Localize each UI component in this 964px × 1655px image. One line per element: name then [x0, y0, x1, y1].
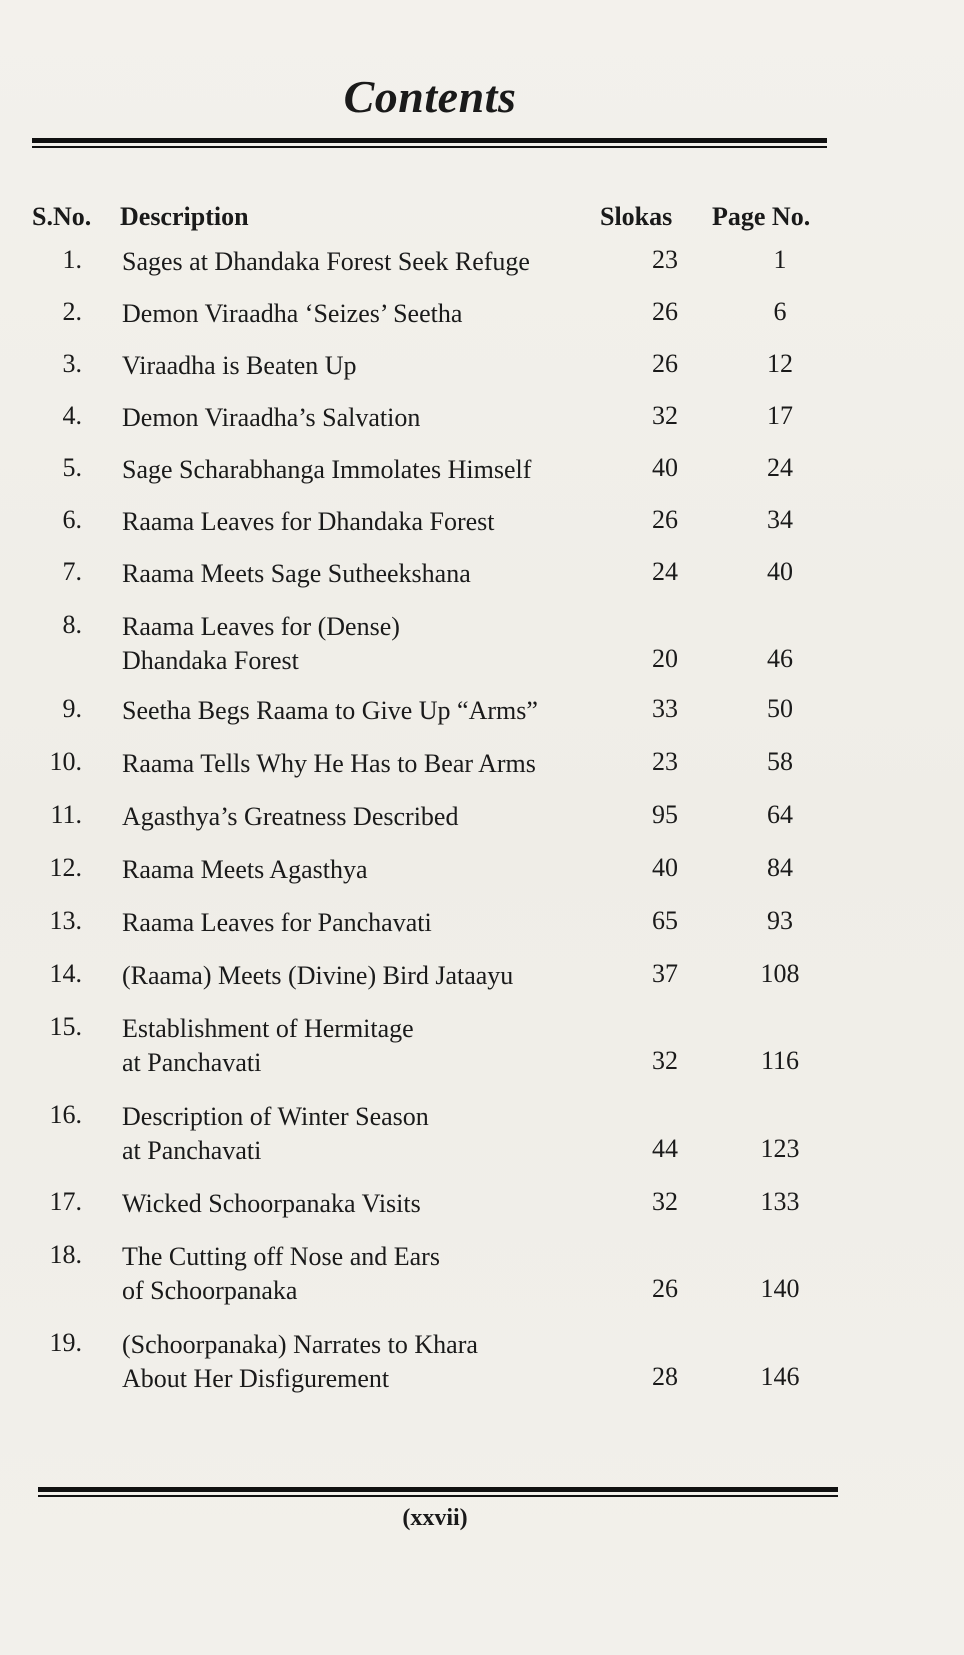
- row-sno: 6.: [62, 505, 82, 534]
- row-description: Raama Meets Sage Sutheekshana: [122, 559, 471, 588]
- row-slokas: 44: [652, 1134, 678, 1163]
- header-slokas: Slokas: [600, 202, 673, 231]
- row-slokas: 28: [652, 1362, 678, 1391]
- row-description-line2: Dhandaka Forest: [122, 646, 299, 675]
- row-description: [122, 1240, 602, 1308]
- row-description-line1: The Cutting off Nose and Ears: [122, 1242, 440, 1271]
- row-description: Seetha Begs Raama to Give Up “Arms”: [122, 696, 538, 725]
- row-page-no: 140: [760, 1274, 800, 1303]
- row-slokas: 23: [652, 747, 678, 776]
- row-description: Viraadha is Beaten Up: [122, 351, 357, 380]
- row-description-line1: (Schoorpanaka) Narrates to Khara: [122, 1330, 478, 1359]
- row-page-no: 146: [760, 1362, 800, 1391]
- row-description: Sage Scharabhanga Immolates Himself: [122, 455, 532, 484]
- row-page-no: 24: [767, 453, 793, 482]
- row-description-line2: About Her Disfigurement: [122, 1364, 390, 1393]
- row-slokas: 26: [652, 505, 678, 534]
- row-slokas: 32: [652, 1046, 678, 1075]
- row-description: [122, 1100, 602, 1168]
- row-page-no: 133: [760, 1187, 800, 1216]
- row-slokas: 26: [652, 1274, 678, 1303]
- row-description: Demon Viraadha ‘Seizes’ Seetha: [122, 299, 463, 328]
- row-description-line2: at Panchavati: [122, 1136, 262, 1165]
- row-description-line1: Description of Winter Season: [122, 1102, 429, 1131]
- row-description: Demon Viraadha’s Salvation: [122, 403, 421, 432]
- page-number-footer: (xxvii): [402, 1505, 468, 1531]
- row-slokas: 65: [652, 906, 678, 935]
- row-description-line1: Raama Leaves for (Dense): [122, 612, 400, 641]
- row-page-no: 40: [767, 557, 793, 586]
- row-page-no: 116: [760, 1046, 800, 1075]
- row-description: [122, 1328, 602, 1396]
- row-slokas: 26: [652, 349, 678, 378]
- row-page-no: 123: [760, 1134, 800, 1163]
- row-description: [122, 610, 602, 678]
- row-slokas: 26: [652, 297, 678, 326]
- row-sno: 7.: [62, 557, 82, 586]
- row-sno: 19.: [49, 1328, 82, 1357]
- row-slokas: 32: [652, 1187, 678, 1216]
- row-description: Raama Tells Why He Has to Bear Arms: [122, 749, 536, 778]
- row-page-no: 6: [773, 297, 787, 326]
- row-slokas: 20: [652, 644, 678, 673]
- row-page-no: 12: [767, 349, 793, 378]
- row-sno: 9.: [62, 694, 82, 723]
- row-sno: 11.: [50, 800, 82, 829]
- row-description: Raama Leaves for Panchavati: [122, 908, 432, 937]
- row-sno: 12.: [49, 853, 82, 882]
- row-page-no: 17: [767, 401, 793, 430]
- row-sno: 18.: [49, 1240, 82, 1269]
- row-sno: 3.: [62, 349, 82, 378]
- row-description: [122, 1012, 602, 1080]
- row-slokas: 40: [652, 853, 678, 882]
- header-sno: S.No.: [32, 202, 92, 231]
- row-slokas: 95: [652, 800, 678, 829]
- row-page-no: 58: [767, 747, 793, 776]
- row-slokas: 24: [652, 557, 678, 586]
- row-slokas: 32: [652, 401, 678, 430]
- row-sno: 10.: [49, 747, 82, 776]
- top-double-rule: [32, 138, 827, 148]
- row-sno: 8.: [62, 610, 82, 639]
- bottom-double-rule: [38, 1487, 838, 1497]
- row-sno: 2.: [62, 297, 82, 326]
- row-slokas: 40: [652, 453, 678, 482]
- row-page-no: 64: [767, 800, 793, 829]
- rule-thick-line: [38, 1487, 838, 1492]
- row-sno: 17.: [49, 1187, 82, 1216]
- row-slokas: 33: [652, 694, 678, 723]
- row-page-no: 50: [767, 694, 793, 723]
- table-header: [0, 202, 964, 238]
- row-description: (Raama) Meets (Divine) Bird Jataayu: [122, 961, 514, 990]
- row-page-no: 46: [767, 644, 793, 673]
- row-description: Agasthya’s Greatness Described: [122, 802, 459, 831]
- row-sno: 5.: [62, 453, 82, 482]
- row-description: Raama Meets Agasthya: [122, 855, 368, 884]
- header-description: Description: [120, 202, 249, 231]
- row-sno: 15.: [49, 1012, 82, 1041]
- row-description: Wicked Schoorpanaka Visits: [122, 1189, 421, 1218]
- row-description-line1: Establishment of Hermitage: [122, 1014, 414, 1043]
- row-description: Sages at Dhandaka Forest Seek Refuge: [122, 247, 530, 276]
- rule-thick-line: [32, 138, 827, 143]
- rule-thin-line: [38, 1495, 838, 1497]
- row-page-no: 34: [767, 505, 793, 534]
- row-page-no: 108: [760, 959, 800, 988]
- row-sno: 1.: [62, 245, 82, 274]
- row-description: Raama Leaves for Dhandaka Forest: [122, 507, 495, 536]
- rule-thin-line: [32, 146, 827, 148]
- row-description-line2: of Schoorpanaka: [122, 1276, 298, 1305]
- page-title: Contents: [343, 71, 517, 122]
- row-slokas: 23: [652, 245, 678, 274]
- row-slokas: 37: [652, 959, 678, 988]
- row-page-no: 93: [767, 906, 793, 935]
- row-sno: 4.: [62, 401, 82, 430]
- row-sno: 14.: [49, 959, 82, 988]
- row-sno: 13.: [49, 906, 82, 935]
- row-page-no: 84: [767, 853, 793, 882]
- row-page-no: 1: [773, 245, 787, 274]
- row-sno: 16.: [49, 1100, 82, 1129]
- header-page-no: Page No.: [712, 202, 811, 231]
- row-description-line2: at Panchavati: [122, 1048, 262, 1077]
